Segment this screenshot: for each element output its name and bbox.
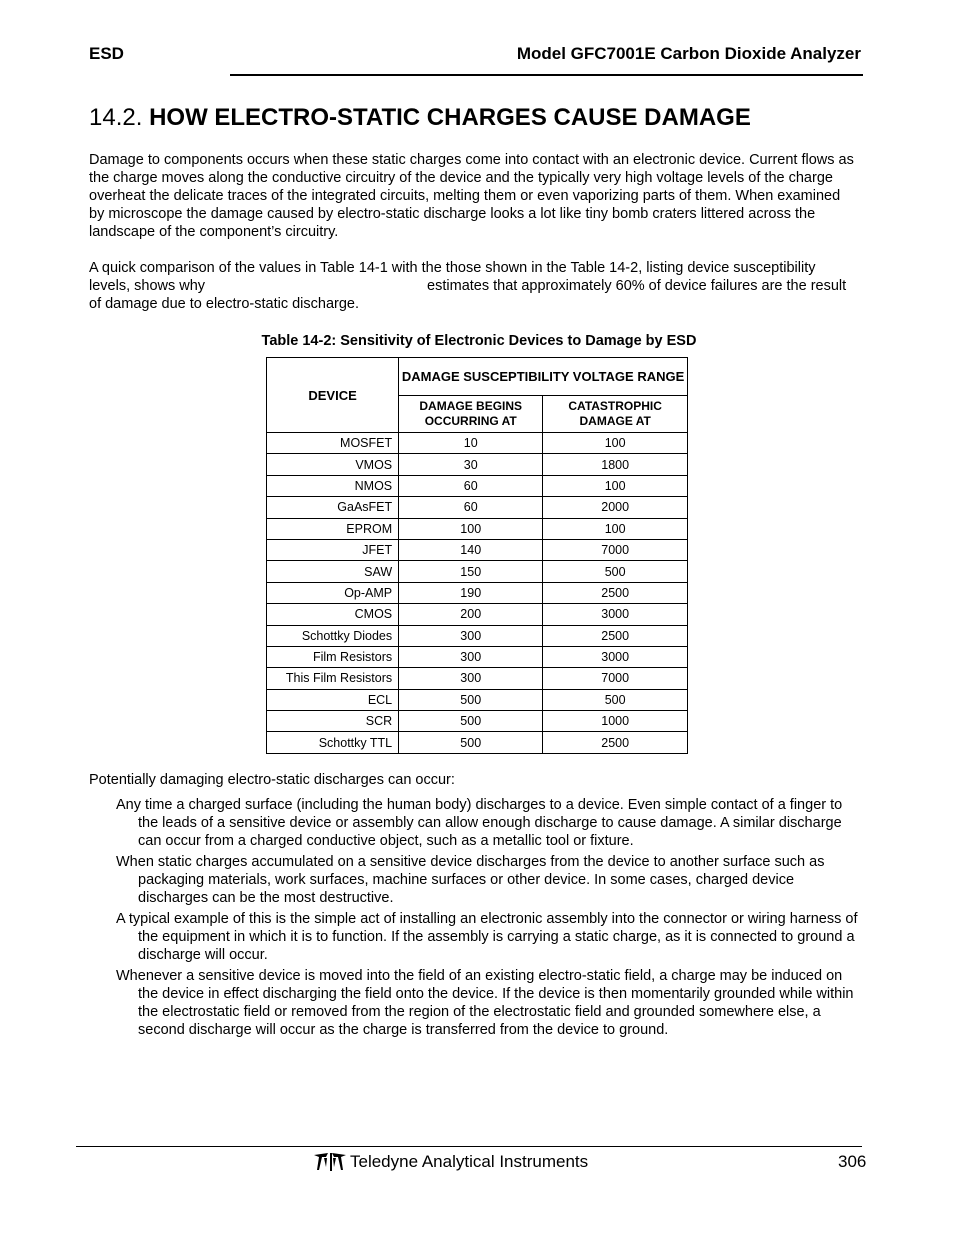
table-row: [267, 433, 688, 454]
header-rule: [230, 74, 863, 76]
device-cell: This Film Resistors: [267, 668, 399, 689]
begins-cell: 60: [399, 475, 543, 496]
device-cell: EPROM: [267, 518, 399, 539]
device-cell: JFET: [267, 539, 399, 560]
catastrophic-cell: 3000: [543, 604, 688, 625]
device-cell: Op-AMP: [267, 582, 399, 603]
paragraph-comparison: [89, 259, 859, 313]
begins-cell: 140: [399, 539, 543, 560]
begins-cell: 30: [399, 454, 543, 475]
catastrophic-cell: 1800: [543, 454, 688, 475]
table-row: [267, 497, 688, 518]
device-cell: Schottky TTL: [267, 732, 399, 753]
paragraph-comparison-part1: A quick comparison of the values in Table 14-1 with the those shown in the Table 14-2, listing device susceptibility levels, shows why: [89, 260, 816, 294]
catastrophic-cell: 500: [543, 561, 688, 582]
section-heading: HOW ELECTRO-STATIC CHARGES CAUSE DAMAGE: [149, 104, 751, 131]
device-cell: VMOS: [267, 454, 399, 475]
device-cell: Film Resistors: [267, 646, 399, 667]
paragraph-comparison-part2: estimates that approximately 60% of device failures are the result of damage due to electro-static discharge.: [89, 278, 847, 312]
esd-sensitivity-table: [266, 357, 688, 754]
device-cell: SAW: [267, 561, 399, 582]
table-row: [267, 646, 688, 667]
catastrophic-cell: 100: [543, 518, 688, 539]
list-item: When static charges accumulated on a sensitive device discharges from the device to another surface such as packaging materials, work surfaces, machine surfaces or other device. In some cases, charged device discharges can be the most destructive.: [116, 854, 825, 906]
table-row: [267, 518, 688, 539]
device-cell: GaAsFET: [267, 497, 399, 518]
catastrophic-cell: 100: [543, 475, 688, 496]
catastrophic-cell: 7000: [543, 668, 688, 689]
table-row: [267, 625, 688, 646]
catastrophic-cell: 500: [543, 689, 688, 710]
device-cell: Schottky Diodes: [267, 625, 399, 646]
begins-cell: 100: [399, 518, 543, 539]
col-group-header: DAMAGE SUSCEPTIBILITY VOLTAGE RANGE: [399, 358, 688, 396]
list-item: Whenever a sensitive device is moved into the field of an existing electro-static field, a charge may be induced on the device in effect discharging the field onto the device. If the device is then momentarily grounded while within the electrostatic field or removed from the region of the electrostatic field and grounded somewhere else, a second discharge will occur as the charge is transferred from the device to ground.: [116, 968, 854, 1038]
section-number: 14.2.: [89, 104, 143, 131]
list-item: A typical example of this is the simple act of installing an electronic assembly into the connector or wiring harness of the equipment in which it is to function. If the assembly is carrying a static charge, as it is connected to ground a discharge will occur.: [116, 911, 858, 963]
device-cell: ECL: [267, 689, 399, 710]
discharges-intro: Potentially damaging electro-static discharges can occur:: [89, 772, 455, 788]
device-cell: SCR: [267, 711, 399, 732]
catastrophic-cell: 2500: [543, 732, 688, 753]
discharge-list: [116, 796, 860, 1042]
device-cell: MOSFET: [267, 433, 399, 454]
table-row: [267, 539, 688, 560]
catastrophic-cell: 100: [543, 433, 688, 454]
table-row: [267, 561, 688, 582]
begins-cell: 300: [399, 625, 543, 646]
table-row: [267, 604, 688, 625]
catastrophic-cell: 2000: [543, 497, 688, 518]
col-device-header: DEVICE: [267, 358, 399, 433]
paragraph-damage: Damage to components occurs when these static charges come into contact with an electronic device. Current flows as the charge moves along the conductive circuitry of the device and the typically very high voltage levels of the charge overheat the delicate traces of the integrated circuits, melting them or even vaporizing parts of them. When examined by microscope the damage caused by electro-static discharge looks a lot like tiny bomb craters littered across the landscape of the component’s circuitry.: [89, 152, 854, 240]
teledyne-logo-icon: [313, 1152, 347, 1177]
begins-cell: 500: [399, 689, 543, 710]
table-row: [267, 582, 688, 603]
begins-cell: 60: [399, 497, 543, 518]
col-catastrophic-header: CATASTROPHIC DAMAGE AT: [543, 396, 688, 433]
begins-cell: 200: [399, 604, 543, 625]
table-row: [267, 711, 688, 732]
table-row: [267, 689, 688, 710]
begins-cell: 150: [399, 561, 543, 582]
list-item: Any time a charged surface (including the human body) discharges to a device. Even simple contact of a finger to the leads of a sensitive device or assembly can allow enough discharge to cause damage. A similar discharge can occur from a charged conductive object, such as a metallic tool or fixture.: [116, 797, 843, 849]
catastrophic-cell: 1000: [543, 711, 688, 732]
page-number: 306: [838, 1152, 867, 1171]
footer-company: Teledyne Analytical Instruments: [350, 1152, 589, 1171]
catastrophic-cell: 2500: [543, 625, 688, 646]
begins-cell: 500: [399, 732, 543, 753]
device-cell: NMOS: [267, 475, 399, 496]
footer-rule: [76, 1146, 862, 1147]
begins-cell: 10: [399, 433, 543, 454]
begins-cell: 300: [399, 668, 543, 689]
table-row: [267, 732, 688, 753]
col-begins-header: DAMAGE BEGINS OCCURRING AT: [399, 396, 543, 433]
table-row: [267, 475, 688, 496]
begins-cell: 300: [399, 646, 543, 667]
header-section: ESD: [89, 44, 124, 63]
section-title: [89, 104, 751, 132]
begins-cell: 190: [399, 582, 543, 603]
catastrophic-cell: 2500: [543, 582, 688, 603]
table-row: [267, 454, 688, 475]
catastrophic-cell: 3000: [543, 646, 688, 667]
table-caption: Table 14-2: Sensitivity of Electronic Devices to Damage by ESD: [261, 333, 697, 349]
table-row: [267, 668, 688, 689]
catastrophic-cell: 7000: [543, 539, 688, 560]
device-cell: CMOS: [267, 604, 399, 625]
begins-cell: 500: [399, 711, 543, 732]
header-model: Model GFC7001E Carbon Dioxide Analyzer: [516, 44, 861, 63]
